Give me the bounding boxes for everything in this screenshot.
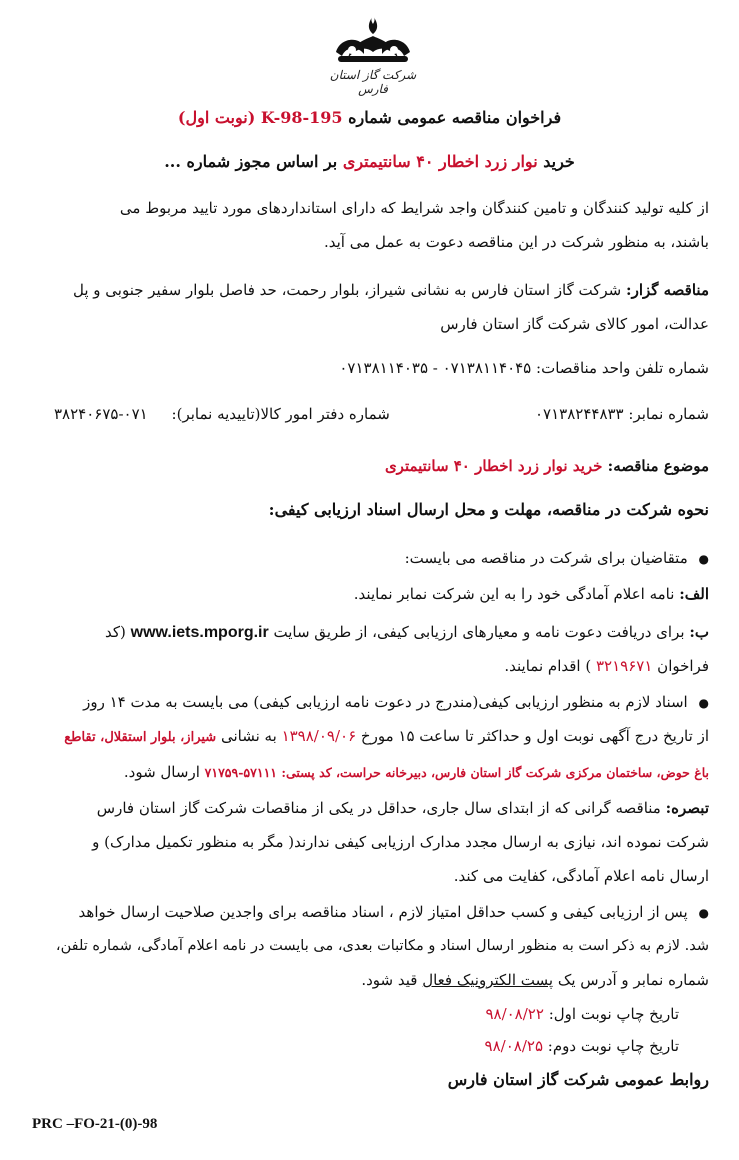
- second-print-label: تاریخ چاپ نوبت دوم:: [547, 1037, 679, 1055]
- subtitle-suffix: بر اساس مجوز شماره ...: [164, 152, 338, 171]
- call-code: ۳۲۱۹۶۷۱: [595, 657, 653, 675]
- page-title: [0, 108, 739, 128]
- bullet-icon: ●: [698, 906, 709, 920]
- deadline-date: ۱۳۹۸/۰۹/۰۶: [281, 727, 357, 745]
- note-label: تبصره:: [665, 799, 709, 817]
- organizer-text: شرکت گاز استان فارس به نشانی شیراز، بلوار رحمت، حد فاصل بلوار سفیر جنوبی و پل: [72, 281, 622, 299]
- organizer-line-2: عدالت، امور کالای شرکت گاز استان فارس: [440, 315, 709, 333]
- tender-round: (نوبت اول): [177, 108, 256, 127]
- office-value: ۰۷۱-۳۸۲۴۰۶۷۵: [54, 405, 148, 423]
- subject-label: موضوع مناقصه:: [607, 457, 709, 475]
- subtitle-prefix: خرید: [543, 152, 575, 171]
- bullet-icon: ●: [698, 552, 709, 566]
- company-logo: [318, 12, 428, 96]
- after-eval-text-3b: قید شود.: [361, 971, 418, 989]
- deadline-line-2: [24, 726, 709, 748]
- website-link[interactable]: www.iets.mporg.ir: [130, 624, 269, 641]
- fax-label: شماره نمابر:: [628, 405, 709, 423]
- second-print-date: [0, 1036, 679, 1056]
- alef-text: نامه اعلام آمادگی خود را به این شرکت نمابر نمایند.: [353, 585, 675, 603]
- bullet-icon: ●: [698, 696, 709, 710]
- first-print-date: [0, 1004, 679, 1024]
- phone-value: ۰۷۱۳۸۱۱۴۰۴۵ - ۰۷۱۳۸۱۱۴۰۳۵: [339, 359, 532, 377]
- note-line-1: [24, 798, 709, 818]
- participation-bullet: [24, 548, 709, 569]
- deadline-text-2b: به نشانی: [220, 727, 277, 745]
- deadline-line-3: [24, 762, 709, 783]
- organizer-label: مناقصه گزار:: [626, 281, 709, 299]
- office-label: شماره دفتر امور کالا(تاییدیه نمابر):: [171, 405, 390, 423]
- after-eval-text-3a: شماره نمابر و آدرس یک: [557, 971, 709, 989]
- section-heading: نحوه شرکت در مناقصه، مهلت و محل ارسال اسناد ارزیابی کیفی:: [268, 500, 709, 519]
- call-suffix: ) اقدام نمایند.: [504, 657, 592, 675]
- address-part-2: باغ حوض، ساختمان مرکزی شرکت گاز استان فارس، دبیرخانه حراست، کد پستی: ۵۷۱۱۱-۷۱۷۵۹: [204, 765, 709, 780]
- be-label: ب:: [689, 623, 709, 641]
- subtitle-item: نوار زرد اخطار ۴۰ سانتیمتری: [342, 152, 538, 171]
- call-prefix: فراخوان: [657, 657, 709, 675]
- subject-value: خرید نوار زرد اخطار ۴۰ سانتیمتری: [384, 457, 603, 475]
- logo-caption: شرکت گاز استان فارس: [329, 68, 417, 96]
- deadline-tail: ارسال شود.: [123, 763, 200, 781]
- alef-line: [24, 584, 709, 604]
- first-print-label: تاریخ چاپ نوبت اول:: [548, 1005, 679, 1023]
- note-line-3: ارسال نامه اعلام آمادگی، کفایت می کند.: [453, 867, 709, 885]
- first-print-value: ۹۸/۰۸/۲۲: [485, 1005, 544, 1023]
- tender-number: K-98-195: [260, 108, 343, 127]
- after-eval-line-1: [24, 902, 709, 923]
- deadline-text-1: اسناد لازم به منظور ارزیابی کیفی(مندرج در دعوت نامه ارزیابی کیفی) می بایست به مدت ۱۴ روز: [83, 693, 688, 711]
- intro-line-2: باشند، به منظور شرکت در این مناقصه دعوت به عمل می آید.: [323, 233, 709, 251]
- alef-label: الف:: [679, 585, 709, 603]
- deadline-line-1: [24, 692, 709, 713]
- form-code: PRC –FO-21-(0)-98: [32, 1116, 158, 1132]
- address-part-1: شیراز، بلوار استقلال، تقاطع: [64, 730, 217, 745]
- phone-label: شماره تلفن واحد مناقصات:: [536, 359, 709, 377]
- note-line-2: شرکت نموده اند، نیازی به ارسال مجدد مدارک ارزیابی کیفی ندارند( مگر به منظور تکمیل مدارک) و: [92, 833, 709, 851]
- subject-line: [24, 456, 709, 476]
- title-prefix: فراخوان مناقصه عمومی شماره: [348, 108, 562, 127]
- note-text-1: مناقصه گرانی که از ابتدای سال جاری، حداقل در یکی از مناقصات شرکت گاز استان فارس: [96, 799, 661, 817]
- organizer-line-1: [24, 280, 709, 300]
- phone-line: [24, 358, 709, 378]
- page-subtitle: [0, 152, 739, 172]
- fax-line: [24, 404, 709, 424]
- after-eval-text-1: پس از ارزیابی کیفی و کسب حداقل امتیاز لازم ، اسناد مناقصه برای واجدین صلاحیت ارسال خواهد: [78, 903, 688, 921]
- flame-logo-icon: [318, 12, 428, 68]
- deadline-text-2a: از تاریخ درج آگهی نوبت اول و حداکثر تا ساعت ۱۵ مورخ: [360, 727, 709, 745]
- second-print-value: ۹۸/۰۸/۲۵: [484, 1037, 543, 1055]
- call-code-line: [24, 656, 709, 676]
- participation-text: متقاضیان برای شرکت در مناقصه می بایست:: [404, 549, 688, 567]
- email-requirement: پست الکترونیک فعال: [422, 971, 554, 989]
- fax-value: ۰۷۱۳۸۲۴۴۸۳۳: [534, 405, 624, 423]
- intro-line-1: از کلیه تولید کنندگان و تامین کنندگان واجد شرایط که دارای استانداردهای مورد تایید مربوط می: [119, 199, 709, 217]
- be-line: [24, 622, 709, 643]
- after-eval-line-2: شد. لازم به ذکر است به منظور ارسال اسناد و مکاتبات بعدی، می بایست در نامه اعلام آمادگی، شماره تلفن،: [55, 938, 709, 954]
- signature: روابط عمومی شرکت گاز استان فارس: [447, 1070, 709, 1089]
- office-fax-block: [54, 404, 390, 424]
- be-text: برای دریافت دعوت نامه و معیارهای ارزیابی کیفی، از طریق سایت: [273, 623, 685, 641]
- after-eval-line-3: [24, 970, 709, 990]
- be-tail: (کد: [104, 623, 126, 641]
